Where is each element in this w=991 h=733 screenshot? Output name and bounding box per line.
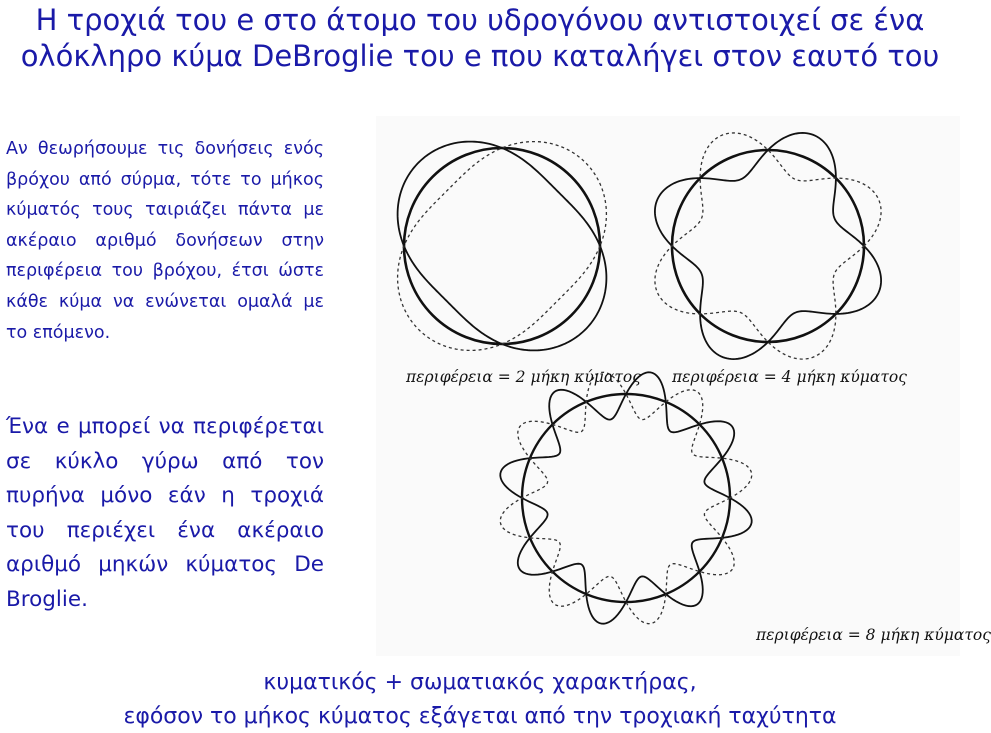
caption-8-wavelengths: περιφέρεια = 8 μήκη κύματος: [756, 626, 991, 644]
paragraph-electron-orbit: Ένα e μπορεί να περιφέρεται σε κύκλο γύρω από τον πυρήνα μόνο εάν η τροχιά του περιέχει ένα ακέραιο αριθμό μηκών κύματος De Broglie.: [6, 414, 324, 612]
title-line-2: ολόκληρο κύμα DeBroglie του e που καταλήγει στον εαυτό του: [20, 39, 940, 73]
ring-8-wavelengths: [500, 372, 751, 623]
standing-wave-dashed: [655, 133, 881, 359]
ring-4-wavelengths: [655, 133, 881, 359]
page-title: [0, 2, 960, 74]
caption-2-wavelengths: περιφέρεια = 2 μήκη κύματος: [406, 368, 641, 386]
base-orbit-circle: [404, 148, 600, 344]
ring-2-wavelengths: [398, 142, 607, 351]
caption-4-wavelengths: περιφέρεια = 4 μήκη κύματος: [672, 368, 907, 386]
standing-wave-solid: [655, 133, 881, 359]
footer-line-2: εφόσον το μήκος κύματος εξάγεται από την τροχιακή ταχύτητα: [123, 704, 837, 729]
title-line-1: Η τροχιά του e στο άτομο του υδρογόνου αντιστοιχεί σε ένα: [35, 3, 925, 37]
standing-wave-solid: [500, 372, 751, 623]
paragraph-wire-loop: Αν θεωρήσουμε τις δονήσεις ενός βρόχου από σύρμα, τότε το μήκος κύματός τους ταιριάζει πάντα με ακέραιο αριθμό δονήσεων στην περιφέρεια του βρόχου, έτσι ώστε κάθε κύμα να ενώνεται ομαλά με το επόμενο.: [6, 139, 324, 343]
standing-wave-dashed: [398, 142, 607, 351]
standing-wave-dashed: [500, 372, 751, 623]
standing-wave-figure: [376, 116, 991, 656]
standing-wave-solid: [398, 142, 607, 351]
standing-wave-diagrams: [376, 116, 960, 656]
footer-line-1: κυματικός + σωματιακός χαρακτήρας,: [263, 670, 697, 695]
